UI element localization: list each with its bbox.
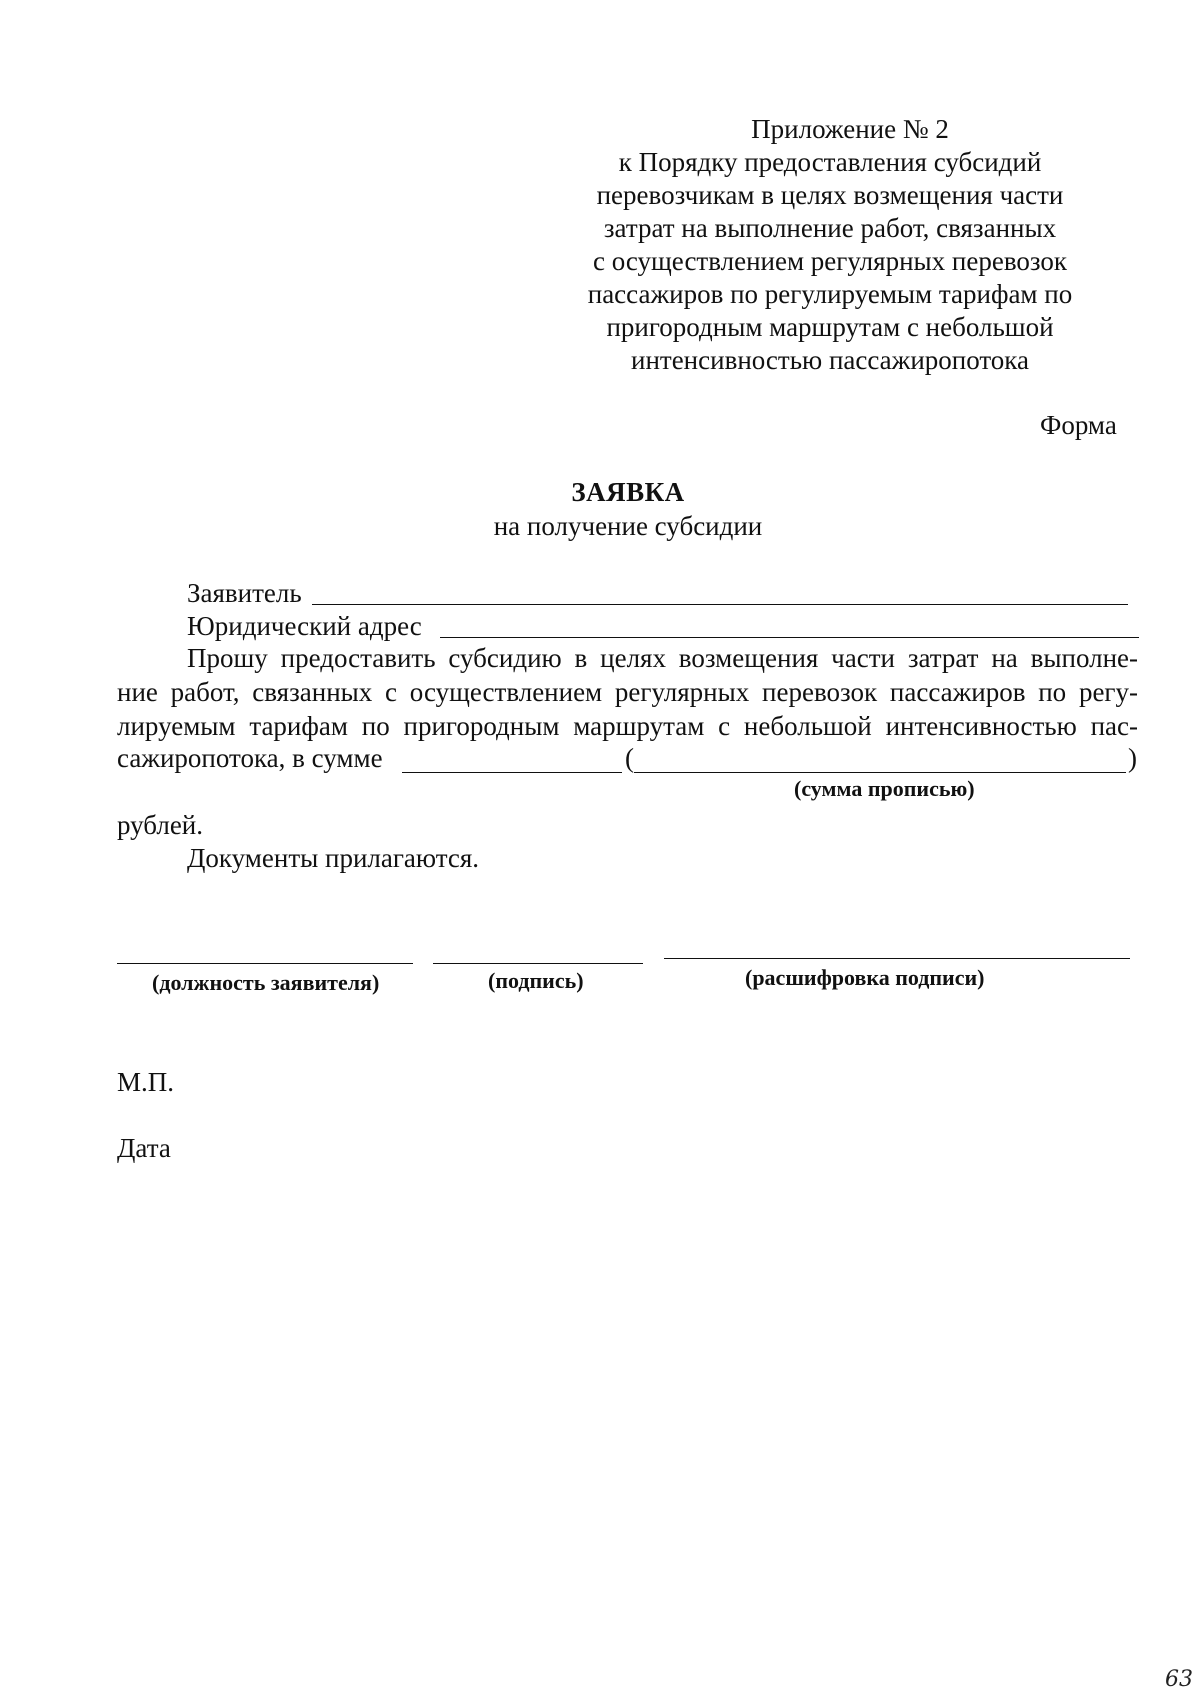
position-signature-line[interactable] <box>117 963 413 964</box>
decoding-caption: (расшифровка подписи) <box>745 965 985 990</box>
appendix-line: к Порядку предоставления субсидий <box>618 147 1042 177</box>
appendix-line: затрат на выполнение работ, связанных <box>603 213 1057 243</box>
signature-line[interactable] <box>433 963 643 964</box>
appendix-line: с осуществлением регулярных перевозок <box>592 246 1068 276</box>
document-subtitle: на получение субсидии <box>493 511 763 541</box>
document-title: ЗАЯВКА <box>571 477 685 507</box>
signature-caption: (подпись) <box>488 968 584 993</box>
applicant-field[interactable] <box>312 604 1128 605</box>
amount-words-caption: (сумма прописью) <box>794 776 975 801</box>
request-line: лируемым тарифам по пригородным маршрутам с небольшой интенсивностью пас- <box>117 711 1138 741</box>
currency-label: рублей. <box>117 810 204 840</box>
legal-address-field[interactable] <box>440 637 1139 638</box>
request-paragraph <box>117 641 1138 743</box>
paren-open: ( <box>625 743 634 773</box>
applicant-label: Заявитель <box>187 578 302 608</box>
decoding-signature-line[interactable] <box>664 958 1130 959</box>
sum-prefix: сажиропотока, в сумме <box>117 743 383 773</box>
form-label: Форма <box>1040 410 1117 440</box>
legal-address-label: Юридический адрес <box>187 611 422 641</box>
appendix-line: пассажиров по регулируемым тарифам по <box>587 279 1073 309</box>
appendix-header <box>560 113 1100 377</box>
appendix-line: интенсивностью пассажиропотока <box>631 345 1029 375</box>
paren-close: ) <box>1128 743 1137 773</box>
appendix-line: пригородным маршрутам с небольшой <box>606 312 1054 342</box>
amount-field[interactable] <box>402 772 622 773</box>
appendix-number: Приложение № 2 <box>751 114 949 144</box>
position-caption: (должность заявителя) <box>152 970 380 995</box>
date-label: Дата <box>117 1133 171 1163</box>
attachments-note: Документы прилагаются. <box>187 843 480 873</box>
page-number: 63 <box>1165 1667 1193 1692</box>
request-line: Прошу предоставить субсидию в целях возмещения части затрат на выполне- <box>187 643 1138 673</box>
appendix-line: перевозчикам в целях возмещения части <box>596 180 1064 210</box>
seal-label: М.П. <box>117 1067 175 1097</box>
request-line: ние работ, связанных с осуществлением регулярных перевозок пассажиров по регу- <box>117 677 1138 707</box>
amount-words-field[interactable] <box>634 772 1126 773</box>
